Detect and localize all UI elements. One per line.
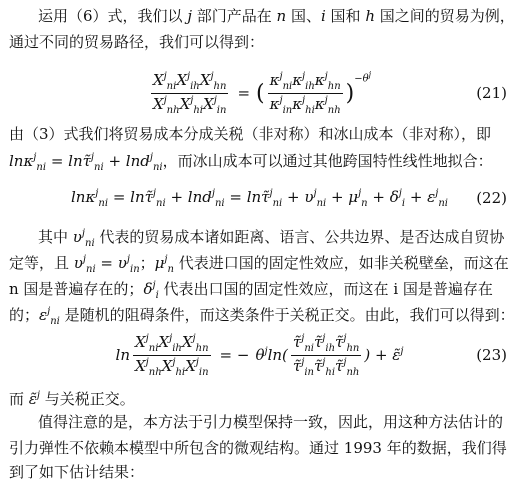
equation-number: (21) [476,84,507,102]
paragraph-line: lnκ$^j_{ni}$ = lnτ̃$^j_{ni}$ + lnd$^j_{ni}$，而冰山成本可以通过其他跨国特性线性地拟合： [9,152,493,173]
paragraph-line: 通过不同的贸易路径，我们可以得到： [9,33,265,51]
equation-22: lnκ$^j_{ni}$ = lnτ̃$^j_{ni}$ + lnd$^j_{ni}$ = lnτ̃$^j_{ni}$ + $\upsilon^j_{ni} + \mu^j_n + \delta^j_i + \varepsilon^j_{ni}$ (22) [71,187,507,209]
paragraph-line: 由（3）式我们将贸易成本分成关税（非对称）和冰山成本（非对称），即 [9,125,492,143]
equation-number: (22) [476,189,507,207]
paragraph-line: 运用（6）式，我们以 j 部门产品在 n 国、i 国和 h 国之间的贸易为例， [38,7,515,25]
paragraph-line: 其中 $\upsilon^j_{ni}$ 代表的贸易成本诸如距离、语言、公共边界、是否达成自贸协 [38,228,505,249]
equation-21: $\frac{X^j_{ni}X^j_{ih}X^j_{hn}}{X^j_{nh}X^j_{hi}X^j_{in}}$ = ( $\frac{\kappa^j_{ni}\kappa^j_{ih}\kappa^j_{hn}}{\kappa^j_{in}\kappa^j_{hi}\kappa^j_{nh}}$ ) $^{-\theta^j}$ (21) [152,69,507,116]
paragraph-line: n 国是普遍存在的；$\delta^j_i$ 代表出口国的固定性效应，而这在 i 国是普遍存在 [9,280,493,301]
equation-23: ln $\frac{X^j_{ni}X^j_{ih}X^j_{hn}}{X^j_{nh}X^j_{hi}X^j_{in}}$ = − $\theta^j\ln$( $\frac{\taũ^j_{ni}\taũ^j_{ih}\taũ^j_{hn}}{\taũ^j_{in}\taũ^j_{hi}\taũ^j_{nh}}$ ) + ε̃$^j$ (23) [115,332,507,378]
paragraph-line: 的；$\varepsilon^j_{ni}$ 是随机的阻碍条件，而这类条件于关税正交。由此，我们可以得到： [9,306,515,327]
paragraph-line: 而 ε̃$^j$ 与关税正交。 [9,390,135,408]
paragraph-line: 定等，且 $\upsilon^j_{ni} = \upsilon^j_{in}$；$\mu^j_n$ 代表进口国的固定性效应，如非关税壁垒，而这在 [9,254,509,275]
paragraph-line: 值得注意的是，本方法于引力模型保持一致，因此，用这种方法估计的 [38,413,504,431]
paragraph-line: 到了如下估计结果： [9,463,145,481]
equation-number: (23) [476,346,507,364]
paragraph-line: 引力弹性不依赖本模型中所包含的微观结构。通过 1993 年的数据，我们得 [9,439,507,457]
